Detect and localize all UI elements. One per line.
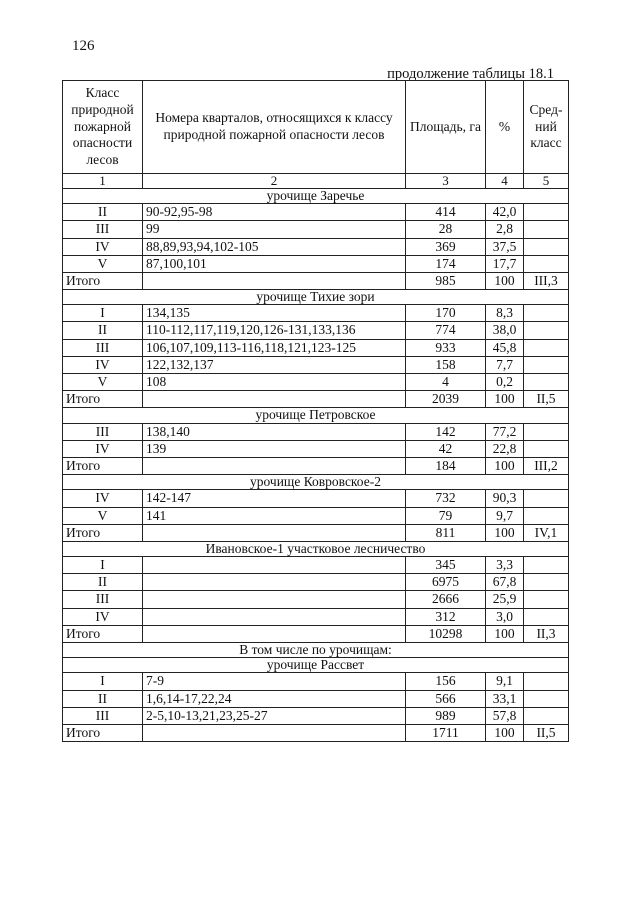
- table-continuation-caption: продолжение таблицы 18.1: [387, 66, 554, 82]
- block-numbers-cell: 141: [143, 507, 406, 524]
- header-area: Площадь, га: [406, 81, 486, 174]
- table-row: [63, 305, 569, 322]
- table-row: [63, 322, 569, 339]
- percent-cell: 67,8: [486, 574, 524, 591]
- area-cell: 10298: [406, 625, 486, 642]
- percent-cell: 22,8: [486, 440, 524, 457]
- percent-cell: 33,1: [486, 690, 524, 707]
- section-row: [63, 189, 569, 204]
- average-class-cell: II,3: [524, 625, 569, 642]
- block-numbers-cell: 139: [143, 440, 406, 457]
- area-cell: 566: [406, 690, 486, 707]
- block-numbers-cell: 99: [143, 221, 406, 238]
- table-row: [63, 339, 569, 356]
- percent-cell: 3,3: [486, 557, 524, 574]
- area-cell: 156: [406, 673, 486, 690]
- block-numbers-cell: 2-5,10-13,21,23,25-27: [143, 707, 406, 724]
- area-cell: 369: [406, 238, 486, 255]
- section-row: [63, 642, 569, 657]
- table-row: [63, 423, 569, 440]
- table-body: [63, 189, 569, 742]
- average-class-cell: II,5: [524, 391, 569, 408]
- area-cell: 989: [406, 707, 486, 724]
- fire-class-cell: I: [63, 673, 143, 690]
- total-row: [63, 524, 569, 541]
- average-class-cell: [524, 707, 569, 724]
- table-row: [63, 221, 569, 238]
- table-row: [63, 490, 569, 507]
- average-class-cell: [524, 490, 569, 507]
- block-numbers-cell: [143, 272, 406, 289]
- block-numbers-cell: 88,89,93,94,102-105: [143, 238, 406, 255]
- table-row: [63, 440, 569, 457]
- percent-cell: 100: [486, 457, 524, 474]
- total-row: [63, 272, 569, 289]
- block-numbers-cell: 108: [143, 374, 406, 391]
- average-class-cell: III,2: [524, 457, 569, 474]
- average-class-cell: [524, 339, 569, 356]
- area-cell: 933: [406, 339, 486, 356]
- area-cell: 79: [406, 507, 486, 524]
- header-average-class: Сред-ний класс: [524, 81, 569, 174]
- table-row: [63, 591, 569, 608]
- area-cell: 985: [406, 272, 486, 289]
- table-row: [63, 204, 569, 221]
- section-title: урочище Заречье: [63, 189, 569, 204]
- table-row: [63, 557, 569, 574]
- section-title: урочище Тихие зори: [63, 290, 569, 305]
- block-numbers-cell: 134,135: [143, 305, 406, 322]
- average-class-cell: [524, 690, 569, 707]
- fire-class-cell: I: [63, 557, 143, 574]
- table-row: [63, 574, 569, 591]
- fire-class-cell: V: [63, 374, 143, 391]
- fire-class-cell: Итого: [63, 457, 143, 474]
- average-class-cell: [524, 255, 569, 272]
- percent-cell: 100: [486, 272, 524, 289]
- average-class-cell: [524, 574, 569, 591]
- average-class-cell: [524, 322, 569, 339]
- block-numbers-cell: 7-9: [143, 673, 406, 690]
- percent-cell: 77,2: [486, 423, 524, 440]
- average-class-cell: IV,1: [524, 524, 569, 541]
- average-class-cell: [524, 423, 569, 440]
- fire-class-cell: III: [63, 221, 143, 238]
- area-cell: 414: [406, 204, 486, 221]
- block-numbers-cell: 106,107,109,113-116,118,121,123-125: [143, 339, 406, 356]
- area-cell: 142: [406, 423, 486, 440]
- block-numbers-cell: [143, 457, 406, 474]
- section-title: урочище Ковровское-2: [63, 475, 569, 490]
- block-numbers-cell: [143, 524, 406, 541]
- section-title: урочище Петровское: [63, 408, 569, 423]
- total-row: [63, 724, 569, 741]
- block-numbers-cell: 1,6,14-17,22,24: [143, 690, 406, 707]
- block-numbers-cell: 87,100,101: [143, 255, 406, 272]
- header-blocks: Номера кварталов, относящихся к классу природной пожарной опасности лесов: [143, 81, 406, 174]
- area-cell: 312: [406, 608, 486, 625]
- average-class-cell: [524, 374, 569, 391]
- block-numbers-cell: 110-112,117,119,120,126-131,133,136: [143, 322, 406, 339]
- fire-class-cell: IV: [63, 440, 143, 457]
- percent-cell: 57,8: [486, 707, 524, 724]
- table-row: [63, 608, 569, 625]
- percent-cell: 0,2: [486, 374, 524, 391]
- column-number: 5: [524, 174, 569, 189]
- total-row: [63, 625, 569, 642]
- fire-class-cell: IV: [63, 356, 143, 373]
- section-row: [63, 475, 569, 490]
- header-class: Класс природной пожарной опасности лесов: [63, 81, 143, 174]
- average-class-cell: [524, 608, 569, 625]
- area-cell: 170: [406, 305, 486, 322]
- percent-cell: 38,0: [486, 322, 524, 339]
- percent-cell: 100: [486, 524, 524, 541]
- table-row: [63, 507, 569, 524]
- fire-class-cell: Итого: [63, 272, 143, 289]
- fire-class-cell: Итого: [63, 524, 143, 541]
- fire-class-cell: III: [63, 423, 143, 440]
- table-row: [63, 356, 569, 373]
- section-title: В том числе по урочищам:: [63, 642, 569, 657]
- column-number: 1: [63, 174, 143, 189]
- average-class-cell: [524, 440, 569, 457]
- fire-class-cell: IV: [63, 608, 143, 625]
- area-cell: 811: [406, 524, 486, 541]
- fire-class-cell: III: [63, 339, 143, 356]
- area-cell: 28: [406, 221, 486, 238]
- section-title: урочище Рассвет: [63, 658, 569, 673]
- percent-cell: 90,3: [486, 490, 524, 507]
- percent-cell: 2,8: [486, 221, 524, 238]
- block-numbers-cell: 138,140: [143, 423, 406, 440]
- fire-class-cell: I: [63, 305, 143, 322]
- fire-class-cell: IV: [63, 238, 143, 255]
- percent-cell: 25,9: [486, 591, 524, 608]
- average-class-cell: III,3: [524, 272, 569, 289]
- table-row: [63, 707, 569, 724]
- percent-cell: 8,3: [486, 305, 524, 322]
- column-number: 4: [486, 174, 524, 189]
- table-row: [63, 690, 569, 707]
- percent-cell: 9,1: [486, 673, 524, 690]
- table-row: [63, 255, 569, 272]
- block-numbers-cell: [143, 391, 406, 408]
- area-cell: 1711: [406, 724, 486, 741]
- block-numbers-cell: 122,132,137: [143, 356, 406, 373]
- area-cell: 2666: [406, 591, 486, 608]
- fire-class-cell: IV: [63, 490, 143, 507]
- percent-cell: 100: [486, 724, 524, 741]
- table-header-row: [63, 81, 569, 174]
- area-cell: 184: [406, 457, 486, 474]
- area-cell: 2039: [406, 391, 486, 408]
- fire-class-cell: II: [63, 322, 143, 339]
- block-numbers-cell: 90-92,95-98: [143, 204, 406, 221]
- fire-class-cell: III: [63, 707, 143, 724]
- fire-class-cell: Итого: [63, 625, 143, 642]
- fire-class-cell: II: [63, 574, 143, 591]
- percent-cell: 7,7: [486, 356, 524, 373]
- area-cell: 42: [406, 440, 486, 457]
- average-class-cell: [524, 356, 569, 373]
- percent-cell: 37,5: [486, 238, 524, 255]
- area-cell: 774: [406, 322, 486, 339]
- average-class-cell: [524, 557, 569, 574]
- average-class-cell: [524, 221, 569, 238]
- fire-class-cell: II: [63, 204, 143, 221]
- fire-danger-table: [62, 80, 569, 742]
- page-number: 126: [72, 38, 95, 54]
- fire-class-cell: II: [63, 690, 143, 707]
- fire-class-cell: V: [63, 255, 143, 272]
- block-numbers-cell: [143, 557, 406, 574]
- percent-cell: 9,7: [486, 507, 524, 524]
- section-row: [63, 408, 569, 423]
- block-numbers-cell: 142-147: [143, 490, 406, 507]
- percent-cell: 3,0: [486, 608, 524, 625]
- table-row: [63, 374, 569, 391]
- column-number: 2: [143, 174, 406, 189]
- area-cell: 4: [406, 374, 486, 391]
- area-cell: 345: [406, 557, 486, 574]
- area-cell: 732: [406, 490, 486, 507]
- fire-class-cell: Итого: [63, 391, 143, 408]
- block-numbers-cell: [143, 591, 406, 608]
- table-row: [63, 673, 569, 690]
- section-row: [63, 541, 569, 556]
- table-row: [63, 238, 569, 255]
- percent-cell: 100: [486, 625, 524, 642]
- total-row: [63, 457, 569, 474]
- area-cell: 158: [406, 356, 486, 373]
- percent-cell: 100: [486, 391, 524, 408]
- area-cell: 6975: [406, 574, 486, 591]
- column-number: 3: [406, 174, 486, 189]
- average-class-cell: [524, 238, 569, 255]
- block-numbers-cell: [143, 574, 406, 591]
- average-class-cell: [524, 673, 569, 690]
- block-numbers-cell: [143, 625, 406, 642]
- section-title: Ивановское-1 участковое лесничество: [63, 541, 569, 556]
- percent-cell: 42,0: [486, 204, 524, 221]
- header-percent: %: [486, 81, 524, 174]
- total-row: [63, 391, 569, 408]
- percent-cell: 17,7: [486, 255, 524, 272]
- section-row: [63, 658, 569, 673]
- average-class-cell: [524, 591, 569, 608]
- fire-class-cell: Итого: [63, 724, 143, 741]
- average-class-cell: [524, 305, 569, 322]
- average-class-cell: [524, 204, 569, 221]
- average-class-cell: II,5: [524, 724, 569, 741]
- fire-class-cell: V: [63, 507, 143, 524]
- block-numbers-cell: [143, 608, 406, 625]
- fire-class-cell: III: [63, 591, 143, 608]
- block-numbers-cell: [143, 724, 406, 741]
- area-cell: 174: [406, 255, 486, 272]
- percent-cell: 45,8: [486, 339, 524, 356]
- column-number-row: [63, 174, 569, 189]
- average-class-cell: [524, 507, 569, 524]
- section-row: [63, 290, 569, 305]
